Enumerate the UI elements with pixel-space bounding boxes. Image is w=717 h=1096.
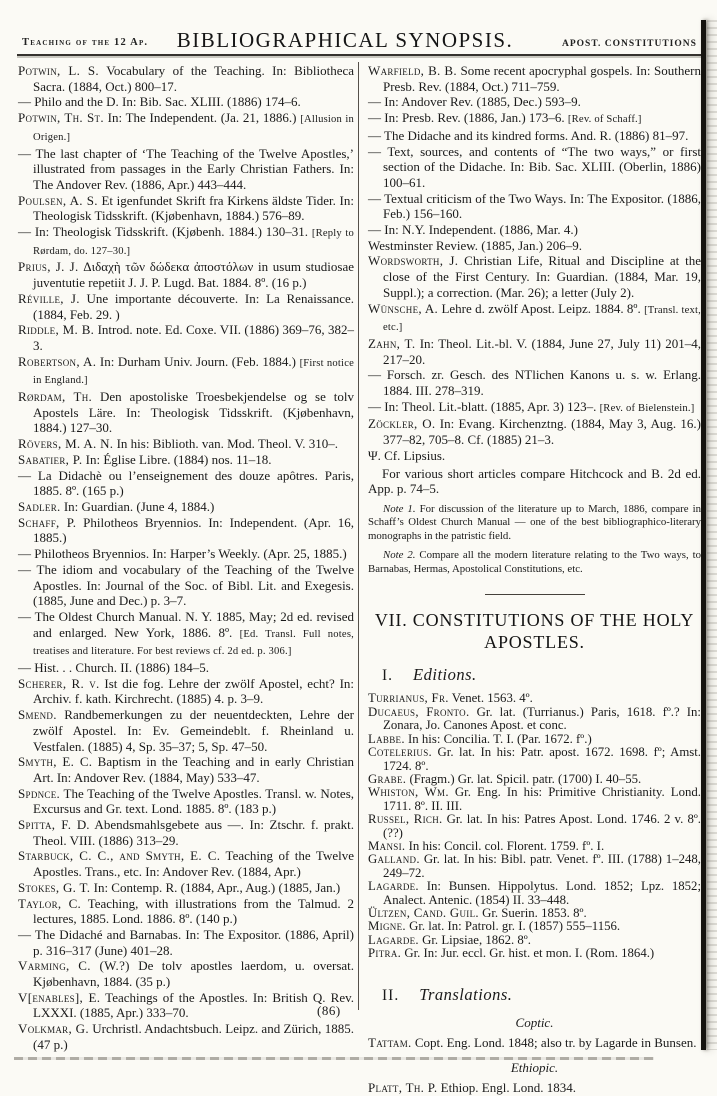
entry-text: Randbemerkungen zu der neuentdeckten, Lehre der zwölf Apostel. In: Ev. Gemeindeblt. f. Rheinland u. Vestfalen. (1885) 4, Sp. 35–37; 5, Sp. 47–50. — [33, 707, 355, 754]
entry-text: Philotheos Bryennios. In: Independent. (Apr. 16, 1885.) — [33, 514, 355, 546]
bib-entry — [18, 322, 354, 353]
entry-text: In: The Independent. (Ja. 21, 1886.) — [107, 110, 297, 126]
section-divider-rule — [485, 594, 585, 595]
bib-entry — [18, 958, 354, 989]
entry-text: In: Contemp. R. (1884, Apr., Aug.) (1885, Jan.) — [93, 879, 341, 895]
bib-entry — [368, 128, 701, 144]
entry-note: [Transl. text, etc.] — [383, 304, 702, 334]
entry-text: — Forsch. zr. Gesch. des NTlichen Kanons u. s. w. Erlang. 1884. III. 278–319. — [368, 367, 701, 399]
bib-entry — [368, 692, 701, 705]
bib-entry — [368, 399, 701, 417]
editions-list — [368, 692, 701, 960]
note-label: Note 2. — [383, 549, 416, 562]
entry-text: Vocabulary of the Teaching. In: Bibliotheca Sacra. (1884, Oct.) 800–17. — [33, 63, 355, 94]
entry-author: Robertson, A. — [18, 353, 97, 369]
entry-text: — In: Theologisk Tidsskrift. (Kjøbenh. 1884.) 130–31. — [18, 224, 309, 240]
header-rule — [17, 54, 703, 56]
entry-text: Den apostoliske Troesbekjendelse og se tolv Apostels Läre. In: Theologisk Tidsskrift. (Kjøbenhavn, 1884.) 127–30. — [33, 389, 354, 436]
coptic-heading: Coptic. — [515, 1014, 554, 1030]
bib-entry — [18, 562, 354, 609]
entry-author: Schaff, P. — [18, 514, 77, 530]
entry-text: Gr. lat. In his: Bibl. patr. Venet. fº. III. (1788) 1–248, 249–72. — [383, 852, 701, 880]
entry-text: Gr. lat. In: Patrol. gr. I. (1857) 555–1156. — [409, 919, 621, 934]
scan-gutter-shadow — [701, 20, 706, 1050]
entry-text: In his: Biblioth. van. Mod. Theol. V. 310–. — [116, 436, 338, 452]
bib-entry — [18, 110, 354, 145]
ethiopic-heading: Ethiopic. — [510, 1060, 559, 1076]
entry-author: Sadler. — [18, 498, 61, 514]
entry-author: Potwin, L. S. — [18, 63, 99, 78]
bib-entry — [18, 896, 354, 927]
entry-text: Ethiop. Engl. Lond. 1834. — [440, 1080, 577, 1096]
entry-text: Teachings of the Apostles. In: British Q. Rev. LXXXI. (1885, Apr.) 333–70. — [33, 989, 355, 1021]
entry-author: Sabatier, P. — [18, 451, 83, 467]
entry-text: Ist die fog. Lehre der zwölf Apostel, echt? In: Archiv. f. kath. Kirchrecht. (1885) 4. p. 3–9. — [33, 675, 355, 707]
entry-text: (Fragm.) Gr. lat. Spicil. patr. (1700) I. 40–55. — [409, 771, 642, 786]
note-text: Compare all the modern literature relating to the Two ways, to Barnabas, Hermas, Apostolical Constitutions, etc. — [368, 549, 701, 575]
entry-author: Volkmar, G. — [18, 1021, 89, 1037]
entry-author: Zahn, T. — [368, 335, 416, 351]
entry-author: Smend. — [18, 707, 57, 723]
bib-entry — [18, 927, 354, 958]
translations-heading — [382, 985, 701, 1005]
bib-entry — [18, 754, 354, 785]
section-title: VII. CONSTITUTIONS OF THE HOLY APOSTLES. — [374, 610, 695, 653]
entry-text: — The last chapter of ‘The Teaching of the Twelve Apostles,’ illustrated from passages in the Early Christian Fathers. In: The Andover Rev. (1886, Apr.) 443–444. — [18, 145, 354, 192]
entry-note: [Rev. of Schaff.] — [567, 114, 642, 126]
entry-text: — Philo and the D. In: Bib. Sac. XLIII. (1886) 174–6. — [18, 94, 301, 110]
bib-entry — [368, 840, 701, 853]
bib-entry — [368, 110, 701, 128]
entry-author: Riddle, M. B. — [18, 322, 95, 338]
entry-text: — The Oldest Church Manual. N. Y. 1885, May; 2d ed. revised and enlarged. New York, 1886. 8º. — [18, 608, 354, 640]
entry-author: Russel, Rich. — [368, 812, 443, 827]
entry-author: Scherer, R. v. — [18, 675, 100, 691]
right-column — [368, 63, 701, 1096]
entry-text: — In: Presb. Rev. (1886, Jan.) 173–6. — [368, 110, 565, 126]
bib-entry — [18, 224, 354, 259]
scan-edge-speckle — [707, 20, 717, 1050]
entry-note: [Reply to Rørdam, do. 127–30.] — [33, 228, 354, 257]
entry-text: — Textual criticism of the Two Ways. In: The Expositor. (1886, Feb.) 156–160. — [368, 190, 701, 222]
bib-entry — [368, 448, 701, 464]
entry-text: D. Abendsmahlsgebete aus —. In: Ztschr. f. prakt. Theol. VIII. (1886) 313–29. — [33, 817, 355, 848]
note-label: Note 1. — [383, 502, 416, 515]
entry-note: [Allusion in Origen.] — [33, 114, 355, 143]
bib-entry — [18, 1021, 354, 1052]
entry-author: Varming, C. (W.?) — [18, 958, 130, 974]
entry-text: In: Theol. Lit.-bl. V. (1884, June 27, July 11) 201–4, 217–20. — [383, 335, 701, 367]
entry-text: Ψ. Cf. Lipsius. — [368, 447, 446, 463]
entry-note: [First notice in England.] — [33, 357, 354, 387]
entry-author: Réville, J. — [18, 290, 80, 306]
entry-author: Turrianus, Fr. — [368, 691, 449, 706]
note-text: For discussion of the literature up to March, 1886, compare in Schaff’s Oldest Church Manual — one of the best bibliographico-literary monographs in the patristic field. — [368, 502, 701, 542]
entry-author: Cotelerius. — [368, 745, 433, 760]
entry-author: Migne. — [368, 919, 406, 934]
bib-entry — [368, 920, 701, 933]
entry-text: Une importante découverte. In: La Renaissance. (1884, Feb. 29. ) — [33, 290, 354, 322]
entry-text: In his: Concilia. T. I. (Par. 1672. fº.) — [408, 731, 592, 746]
bib-entry — [18, 63, 354, 94]
entry-author: Grabe. — [368, 771, 407, 786]
bib-entry — [368, 934, 701, 947]
entry-text: — La Didachè ou l’enseignement des douze apôtres. Paris, 1885. 8º. (165 p.) — [18, 467, 354, 499]
entry-text: In: Église Libre. (1884) nos. 11–18. — [85, 451, 272, 467]
entry-author: Taylor, C. — [18, 895, 82, 911]
bib-entry — [368, 144, 701, 191]
entry-text: — The Didaché and Barnabas. In: The Expositor. (1886, April) p. 316–317 (June) 401–28. — [18, 926, 354, 958]
bib-entry — [18, 676, 354, 707]
bib-entry — [18, 354, 354, 389]
entry-author: Pitra. — [368, 946, 402, 961]
entry-author: Spitta, F. — [18, 817, 72, 833]
bib-entry — [18, 468, 354, 499]
entry-author: Warfield, B. B. — [368, 63, 457, 78]
bib-entry — [368, 238, 701, 254]
entry-text: Copt. Eng. Lond. 1848; also tr. by Lagarde in Bunsen. — [414, 1034, 697, 1050]
ethiopic-list — [368, 1080, 701, 1096]
entry-text: — Text, sources, and contents of “The two ways,” or first section of the Didache. In: Bib. Sac. XLIII. (Oberlin, 1886) 100–61. — [368, 143, 701, 190]
entry-text: De tolv apostles laerdom, u. oversat. Kjøbenhavn, 1884. (35 p.) — [33, 958, 355, 990]
entry-note: [Rev. of Bielenstein.] — [599, 402, 695, 414]
entry-text: The Teaching of the Twelve Apostles. Transl. w. Notes, Excursus and Gr. text. Lond. 1885. 8º. (183 p.) — [33, 785, 355, 817]
bib-entry — [368, 773, 701, 786]
running-head-left: Teaching of the 12 Ap. — [22, 37, 149, 48]
entry-author: Whiston, Wm. — [368, 785, 449, 800]
entry-author: Rørdam, Th. — [18, 389, 93, 405]
bib-entry — [18, 515, 354, 546]
entry-text: In: Evang. Kirchenztng. (1884, May 3, Aug. 16.) 377–82, 705–8. Cf. (1885) 21–3. — [383, 416, 702, 448]
heading-label: Editions. — [413, 665, 477, 685]
entry-author: Prius, J. J. — [18, 259, 79, 275]
column-divider-rule — [358, 62, 359, 1010]
entry-author: Spdnce. — [18, 785, 61, 801]
running-head-right: APOST. CONSTITUTIONS — [562, 39, 697, 49]
bib-entry — [368, 94, 701, 110]
entry-text: Urchristl. Andachtsbuch. Leipz. and Zürich, 1885. (47 p.) — [33, 1021, 354, 1052]
bib-entry — [18, 436, 354, 452]
coptic-list — [368, 1035, 701, 1051]
footnotes — [368, 503, 701, 577]
heading-label: Translations. — [419, 984, 513, 1004]
entry-text: Gr. lat. (Turrianus.) Paris, 1618. fº.? In: Zonara, Jo. Canones Apost. et conc. — [383, 704, 701, 733]
bib-entry — [18, 389, 354, 436]
bib-entry — [368, 336, 701, 367]
page-number: (86) — [317, 1003, 341, 1018]
entry-author: Stokes, G. T. — [18, 879, 91, 895]
bib-entry — [368, 947, 701, 960]
bib-entry — [18, 660, 354, 676]
entry-text: Gr. Suerin. 1853. 8º. — [482, 905, 587, 920]
entry-author: Ducaeus, Fronto. — [368, 704, 470, 719]
page-title: BIBLIOGRAPHICAL SYNOPSIS. — [176, 28, 514, 52]
entry-author: Ültzen, Cand. Guil. — [368, 905, 479, 920]
note-paragraph — [368, 549, 701, 576]
bib-entry — [368, 63, 701, 94]
entry-text: — In: Theol. Lit.-blatt. (1885, Apr. 3) 123–. — [368, 398, 597, 414]
entry-author: Mansi. — [368, 838, 406, 853]
bib-entry — [368, 786, 701, 813]
heading-numeral: II. — [382, 986, 400, 1004]
entry-author: Wünsche, A. — [368, 300, 439, 316]
bib-entry — [368, 907, 701, 920]
entry-text: Venet. 1563. 4º. — [451, 691, 533, 706]
entry-text: In: Guardian. (June 4, 1884.) — [63, 498, 215, 514]
entry-text: Gr. In: Jur. eccl. Gr. hist. et mon. I. (Rom. 1864.) — [404, 946, 655, 961]
bib-entry — [368, 733, 701, 746]
editions-heading — [382, 665, 701, 685]
entry-author: Labbe. — [368, 731, 405, 746]
entry-text: Lehre d. zwölf Apost. Leipz. 1884. 8º. — [441, 300, 641, 316]
entry-text: Westminster Review. (1885, Jan.) 206–9. — [368, 237, 583, 253]
bib-entry — [18, 817, 354, 848]
bib-entry — [18, 193, 354, 224]
entry-text: Baptism in the Teaching and in early Christian Art. In: Andover Rev. (1884, May) 533–47. — [33, 754, 355, 785]
entry-text: Teaching, with illustrations from the Talmud. 2 lectures, 1885. Lond. 1886. 8º. (140 p.) — [33, 895, 355, 927]
bib-entry — [368, 813, 701, 840]
left-column — [18, 63, 354, 1053]
bib-entry — [368, 416, 701, 447]
entry-text: Introd. note. Ed. Coxe. VII. (1886) 369–76, 382–3. — [33, 322, 354, 353]
entry-text: — Hist. . . Church. II. (1886) 184–5. — [18, 660, 210, 676]
entry-text: — In: Andover Rev. (1885, Dec.) 593–9. — [368, 94, 581, 110]
bib-entry — [368, 880, 701, 907]
entry-note: [Ed. Transl. Full notes, treatises and literature. For best reviews cf. 2d ed. p. 306.] — [33, 628, 354, 658]
entry-text: Teaching of the Twelve Apostles. Trans., etc. In: Andover Rev. (1884, Apr.) — [33, 848, 354, 880]
entry-text: — The idiom and vocabulary of the Teaching of the Twelve Apostles. In: Journal of the Soc. of Bibl. Lit. and Exegesis. (1885, June and Dec.) p. 3–7. — [18, 561, 354, 609]
entry-text: In: Durham Univ. Journ. (Feb. 1884.) — [99, 353, 296, 369]
bib-entry — [18, 848, 354, 879]
bib-entry — [18, 786, 354, 817]
bib-entry — [18, 707, 354, 754]
entry-text: Christian Life, Ritual and Discipline at the close of the First Century. In: Guardian. (1884, Mar. 19, Suppl.); a correction. (Mar. 26); a letter (July 2). — [383, 253, 701, 300]
entry-author: Platt, Th. P. — [368, 1080, 438, 1096]
bib-entry — [18, 452, 354, 468]
bib-entry — [18, 990, 354, 1021]
bib-entry — [18, 499, 354, 515]
entry-text: — The Didache and its kindred forms. And. R. (1886) 81–97. — [368, 127, 689, 143]
entry-text: Et igenfundet Skrift fra Kirkens äldste Tider. In: Theologisk Tidsskrift. (Kjøbenhavn, 1884.) 576–89. — [33, 192, 354, 224]
entry-author: Starbuck, C. C., and Smyth, E. C. — [18, 848, 221, 864]
bib-entry — [368, 746, 701, 773]
heading-numeral: I. — [382, 667, 394, 685]
bib-entry — [368, 1080, 701, 1096]
compare-paragraph: For various short articles compare Hitchcock and B. 2d ed. App. p. 74–5. — [368, 465, 701, 497]
entry-author: Lagarde. — [368, 879, 419, 894]
note-paragraph — [368, 503, 701, 544]
bib-entry — [368, 706, 701, 733]
entry-author: Wordsworth, J. — [368, 253, 459, 269]
entry-text: Some recent apocryphal gospels. In: Southern Presb. Rev. (1884, Oct.) 711–759. — [383, 63, 701, 94]
entry-text: — Philotheos Bryennios. In: Harper’s Weekly. (Apr. 25, 1885.) — [18, 546, 347, 562]
bib-entry — [368, 253, 701, 300]
entry-text: Gr. lat. In his: Patr. apost. 1672. 1698. fº; Amst. 1724. 8º. — [383, 745, 702, 773]
bib-entry — [368, 191, 701, 222]
bib-entry — [18, 94, 354, 110]
entry-author: Rövers, M. A. N. — [18, 436, 114, 452]
bib-entry — [18, 880, 354, 896]
entry-text: In his: Concil. col. Florent. 1759. fº. I. — [408, 838, 605, 853]
entry-text: In: Bunsen. Hippolytus. Lond. 1852; Lpz. 1852; Analect. Antenic. (1854) II. 33–448. — [383, 879, 702, 907]
entry-text: — In: N.Y. Independent. (1886, Mar. 4.) — [368, 222, 578, 238]
bib-entry — [368, 1035, 701, 1051]
entry-author: Potwin, Th. St. — [18, 110, 104, 126]
entry-author: Lagarde. — [368, 932, 419, 947]
bib-entry — [368, 853, 701, 880]
entry-author: Galland. — [368, 852, 420, 867]
entry-author: Tattam. — [368, 1034, 412, 1050]
entry-text: Gr. lat. In his: Patres Apost. Lond. 1746. 2 v. 8º. (??) — [383, 812, 702, 840]
entry-author: Poulsen, A. S. — [18, 192, 98, 208]
entry-text: Gr. Eng. In his: Primitive Christianity. Lond. 1711. 8º. II. III. — [383, 785, 701, 813]
entry-author: Smyth, E. C. — [18, 754, 93, 770]
bib-entry — [368, 367, 701, 398]
bib-entry — [368, 222, 701, 238]
right-column-entries — [368, 63, 701, 464]
bib-entry — [18, 609, 354, 660]
bib-entry — [18, 291, 354, 322]
bib-entry — [18, 546, 354, 562]
bib-entry — [18, 146, 354, 193]
bib-entry — [18, 259, 354, 290]
entry-author: V[enables], E. — [18, 989, 101, 1005]
entry-author: Zöckler, O. — [368, 416, 436, 432]
entry-text: Gr. Lipsiae, 1862. 8º. — [422, 932, 531, 947]
entry-text: Διδαχὴ τῶν δώδεκα ἀποστόλων in usum studiosae juventutie repetiit J. J. P. Lugd. Bat. 1884. 8º. (16 p.) — [33, 259, 355, 291]
bib-entry — [368, 301, 701, 336]
